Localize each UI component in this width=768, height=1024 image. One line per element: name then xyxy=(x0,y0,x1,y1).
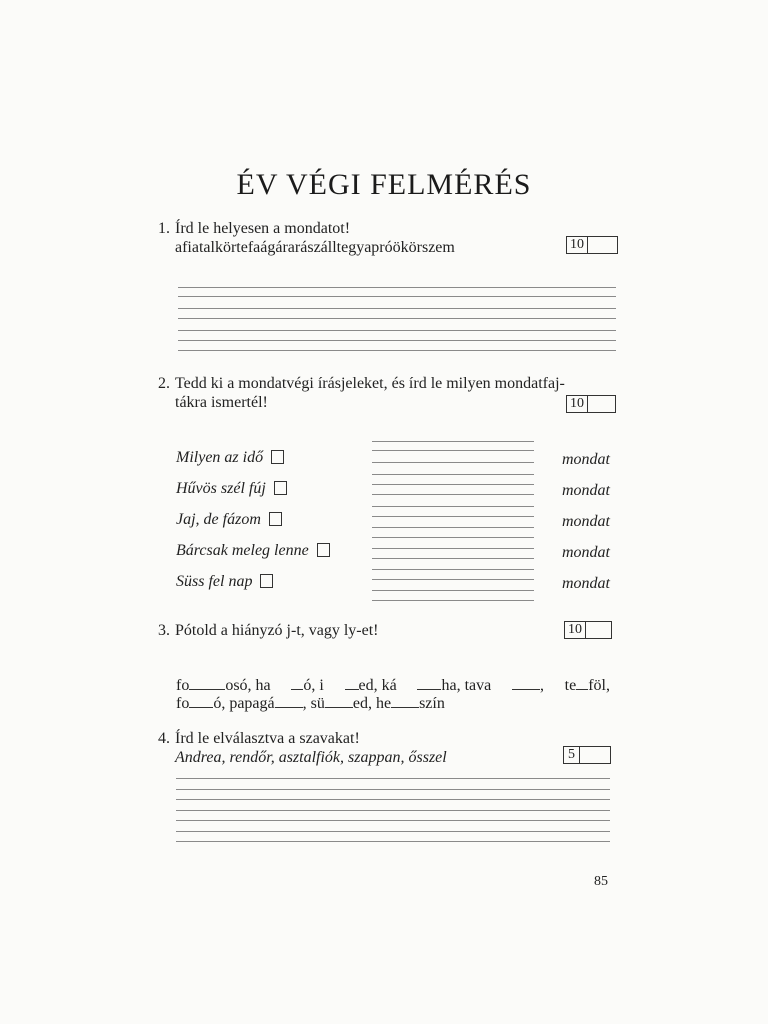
q1-sentence: afiatalkörtefaágárarászálltegyapróökörszem xyxy=(175,239,455,256)
fill-blank[interactable] xyxy=(391,695,419,708)
q3-instruction: Pótold a hiányzó j-t, vagy ly-et! xyxy=(175,622,379,639)
q2-answer-line[interactable] xyxy=(372,450,534,451)
page-title: ÉV VÉGI FELMÉRÉS xyxy=(236,168,532,201)
q3-word: ed, ká xyxy=(345,676,397,695)
q4-answer-line[interactable] xyxy=(176,831,610,832)
q2-answer-line[interactable] xyxy=(372,537,534,538)
q2-item xyxy=(176,479,287,498)
q2-answer-line[interactable] xyxy=(372,527,534,528)
q1-instruction: Írd le helyesen a mondatot! xyxy=(175,220,351,237)
punctuation-checkbox[interactable] xyxy=(269,512,282,526)
q2-suffix: mondat xyxy=(562,575,610,592)
q2-item-text: Süss fel nap xyxy=(176,573,253,590)
q3-word: ha, tava xyxy=(417,676,491,695)
q1-answer-line[interactable] xyxy=(178,287,616,288)
q2-answer-line[interactable] xyxy=(372,462,534,463)
q4-answer-line[interactable] xyxy=(176,820,610,821)
q3-word: , xyxy=(512,676,544,695)
q3-row2: fo ó, papagá , sü ed, he szín xyxy=(176,695,445,712)
q2-item xyxy=(176,541,330,560)
q2-answer-line[interactable] xyxy=(372,558,534,559)
fill-blank[interactable] xyxy=(275,695,303,708)
q3-points: 10 xyxy=(565,622,586,638)
fill-blank[interactable] xyxy=(576,677,588,690)
q2-answer-line[interactable] xyxy=(372,506,534,507)
fill-blank[interactable] xyxy=(291,677,303,690)
q1-answer-line[interactable] xyxy=(178,350,616,351)
q3-word: fo osó, ha xyxy=(176,677,271,694)
q4-score-box xyxy=(563,746,611,764)
q3-word: te föl, xyxy=(564,677,610,694)
q3-row1 xyxy=(176,676,610,695)
q3-word: ó, i xyxy=(291,676,323,695)
q1-score-box xyxy=(566,236,618,254)
q4-answer-line[interactable] xyxy=(176,789,610,790)
q2-suffix: mondat xyxy=(562,482,610,499)
q3-score-blank[interactable] xyxy=(586,622,611,638)
q2-answer-line[interactable] xyxy=(372,516,534,517)
q2-item xyxy=(176,572,273,591)
q2-answer-line[interactable] xyxy=(372,441,534,442)
q2-answer-line[interactable] xyxy=(372,579,534,580)
q2-item-text: Bárcsak meleg lenne xyxy=(176,542,309,559)
punctuation-checkbox[interactable] xyxy=(260,574,273,588)
q2-answer-line[interactable] xyxy=(372,548,534,549)
q2-item xyxy=(176,510,282,529)
fill-blank[interactable] xyxy=(345,677,359,690)
q2-answer-line[interactable] xyxy=(372,569,534,570)
q4-points: 5 xyxy=(564,747,580,763)
q2-answer-line[interactable] xyxy=(372,484,534,485)
q1-points: 10 xyxy=(567,237,588,253)
q4-score-blank[interactable] xyxy=(580,747,610,763)
q2-instruction-line1: Tedd ki a mondatvégi írásjeleket, és írd le milyen mondatfaj- xyxy=(175,375,565,392)
q2-item-text: Jaj, de fázom xyxy=(176,511,261,528)
q2-suffix: mondat xyxy=(562,451,610,468)
q1-score-blank[interactable] xyxy=(588,237,617,253)
q4-answer-line[interactable] xyxy=(176,778,610,779)
q2-item xyxy=(176,448,284,467)
q2-item-text: Hűvös szél fúj xyxy=(176,480,266,497)
q2-answer-line[interactable] xyxy=(372,600,534,601)
q2-score-blank[interactable] xyxy=(588,396,615,412)
fill-blank[interactable] xyxy=(512,677,540,690)
q2-suffix: mondat xyxy=(562,544,610,561)
q3-score-box xyxy=(564,621,612,639)
q2-points: 10 xyxy=(567,396,588,412)
q4-number: 4. xyxy=(158,730,170,747)
fill-blank[interactable] xyxy=(325,695,353,708)
punctuation-checkbox[interactable] xyxy=(274,481,287,495)
q2-number: 2. xyxy=(158,375,170,392)
q2-answer-line[interactable] xyxy=(372,474,534,475)
page-number: 85 xyxy=(594,874,608,889)
q1-answer-line[interactable] xyxy=(178,318,616,319)
fill-blank[interactable] xyxy=(417,677,441,690)
q2-item-text: Milyen az idő xyxy=(176,449,264,466)
fill-blank[interactable] xyxy=(189,695,213,708)
q4-answer-line[interactable] xyxy=(176,799,610,800)
punctuation-checkbox[interactable] xyxy=(271,450,284,464)
q1-answer-line[interactable] xyxy=(178,340,616,341)
punctuation-checkbox[interactable] xyxy=(317,543,330,557)
q1-answer-line[interactable] xyxy=(178,308,616,309)
q2-answer-line[interactable] xyxy=(372,494,534,495)
q4-answer-line[interactable] xyxy=(176,841,610,842)
q1-number: 1. xyxy=(158,220,170,237)
q2-suffix: mondat xyxy=(562,513,610,530)
fill-blank[interactable] xyxy=(189,677,225,690)
q1-answer-line[interactable] xyxy=(178,296,616,297)
q4-instruction: Írd le elválasztva a szavakat! xyxy=(175,730,360,747)
q4-words: Andrea, rendőr, asztalfiók, szappan, ősszel xyxy=(175,749,447,766)
q3-number: 3. xyxy=(158,622,170,639)
q1-answer-line[interactable] xyxy=(178,330,616,331)
q2-answer-line[interactable] xyxy=(372,590,534,591)
q2-score-box xyxy=(566,395,616,413)
q4-answer-line[interactable] xyxy=(176,810,610,811)
q2-instruction-line2: tákra ismertél! xyxy=(175,394,268,411)
